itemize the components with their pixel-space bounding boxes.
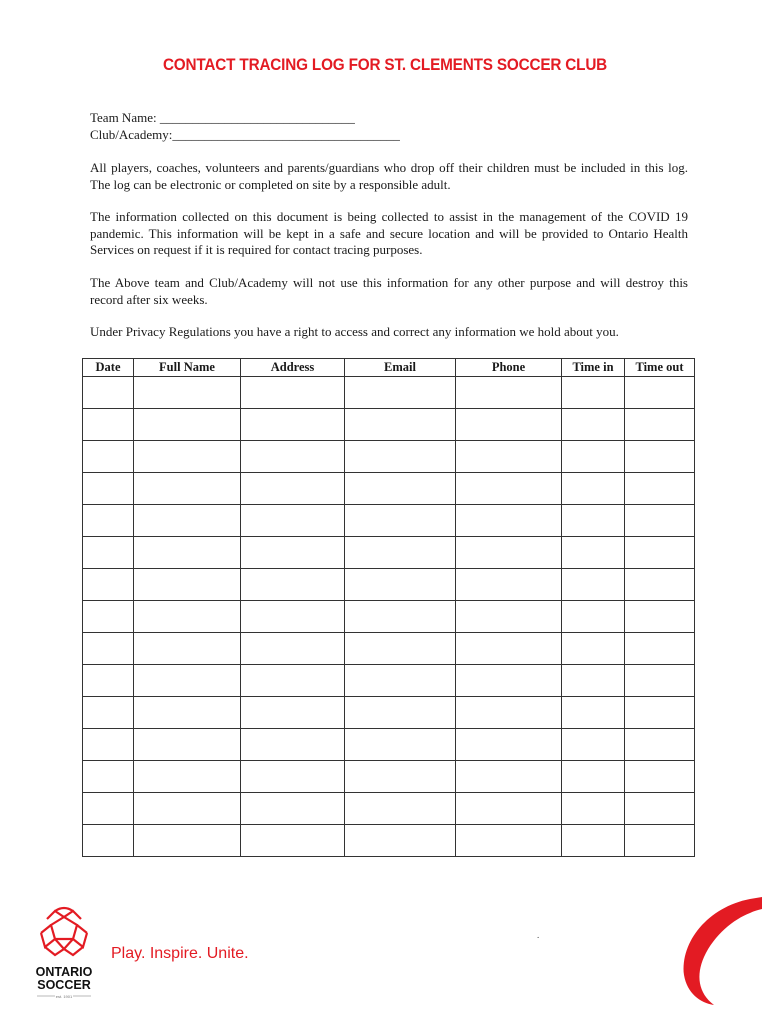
table-cell[interactable] [83, 633, 134, 665]
table-cell[interactable] [83, 441, 134, 473]
table-row [83, 633, 695, 665]
page-title: CONTACT TRACING LOG FOR ST. CLEMENTS SOCCER CLUB [162, 55, 608, 74]
table-cell[interactable] [345, 473, 456, 505]
table-cell[interactable] [241, 825, 345, 857]
table-cell[interactable] [456, 665, 562, 697]
privacy-paragraph: Under Privacy Regulations you have a right to access and correct any information we hold about you. [90, 324, 619, 339]
table-cell[interactable] [456, 377, 562, 409]
table-row [83, 377, 695, 409]
column-header-date: Date [83, 359, 134, 377]
table-cell[interactable] [345, 761, 456, 793]
table-cell[interactable] [456, 633, 562, 665]
table-cell[interactable] [134, 761, 241, 793]
table-cell[interactable] [562, 569, 625, 601]
table-cell[interactable] [625, 697, 695, 729]
table-cell[interactable] [562, 793, 625, 825]
table-cell[interactable] [83, 601, 134, 633]
table-row [83, 793, 695, 825]
table-cell[interactable] [456, 505, 562, 537]
table-cell[interactable] [241, 665, 345, 697]
table-cell[interactable] [625, 665, 695, 697]
column-header-full-name: Full Name [134, 359, 241, 377]
team-name-field[interactable]: Team Name: ______________________________ [90, 110, 355, 125]
table-cell[interactable] [134, 697, 241, 729]
table-cell[interactable] [83, 729, 134, 761]
logo-text-soccer: SOCCER [37, 978, 91, 992]
table-cell[interactable] [134, 537, 241, 569]
table-cell[interactable] [134, 441, 241, 473]
table-cell[interactable] [83, 569, 134, 601]
table-cell[interactable] [134, 825, 241, 857]
table-row [83, 825, 695, 857]
table-cell[interactable] [134, 569, 241, 601]
table-cell[interactable] [345, 729, 456, 761]
table-cell[interactable] [562, 825, 625, 857]
table-cell[interactable] [241, 569, 345, 601]
table-cell[interactable] [241, 441, 345, 473]
table-cell[interactable] [83, 665, 134, 697]
table-cell[interactable] [241, 505, 345, 537]
table-cell[interactable] [83, 793, 134, 825]
table-cell[interactable] [134, 729, 241, 761]
table-cell[interactable] [345, 441, 456, 473]
table-cell[interactable] [562, 537, 625, 569]
column-header-phone: Phone [456, 359, 562, 377]
table-row [83, 569, 695, 601]
table-cell[interactable] [456, 793, 562, 825]
table-cell[interactable] [345, 377, 456, 409]
table-cell[interactable] [345, 793, 456, 825]
table-cell[interactable] [134, 473, 241, 505]
table-cell[interactable] [134, 377, 241, 409]
table-cell[interactable] [345, 569, 456, 601]
table-row [83, 761, 695, 793]
table-cell[interactable] [625, 761, 695, 793]
table-cell[interactable] [134, 409, 241, 441]
table-cell[interactable] [562, 697, 625, 729]
table-cell[interactable] [625, 441, 695, 473]
table-cell[interactable] [562, 505, 625, 537]
table-cell[interactable] [241, 601, 345, 633]
table-cell[interactable] [83, 377, 134, 409]
table-cell[interactable] [562, 633, 625, 665]
usage-paragraph: The Above team and Club/Academy will not use this information for any other purpose and will destroy this record after six weeks. [90, 275, 688, 307]
column-header-time-in: Time in [562, 359, 625, 377]
table-cell[interactable] [625, 409, 695, 441]
table-cell[interactable] [83, 505, 134, 537]
table-cell[interactable] [83, 537, 134, 569]
table-cell[interactable] [345, 633, 456, 665]
table-cell[interactable] [456, 569, 562, 601]
table-row [83, 665, 695, 697]
table-cell[interactable] [625, 377, 695, 409]
table-cell[interactable] [625, 601, 695, 633]
table-cell[interactable] [241, 697, 345, 729]
club-academy-field[interactable]: Club/Academy:___________________________________ [90, 127, 400, 142]
table-cell[interactable] [562, 729, 625, 761]
tagline: Play. Inspire. Unite. [111, 945, 249, 962]
table-cell[interactable] [562, 761, 625, 793]
table-row [83, 505, 695, 537]
table-cell[interactable] [83, 409, 134, 441]
table-cell[interactable] [241, 473, 345, 505]
table-row [83, 441, 695, 473]
table-cell[interactable] [83, 825, 134, 857]
logo-subtext: est. 1901 [55, 994, 73, 999]
table-cell[interactable] [625, 825, 695, 857]
table-cell[interactable] [134, 633, 241, 665]
red-swoosh-graphic [678, 897, 770, 1007]
table-cell[interactable] [134, 601, 241, 633]
table-cell[interactable] [562, 441, 625, 473]
table-cell[interactable] [625, 793, 695, 825]
table-cell[interactable] [241, 409, 345, 441]
table-cell[interactable] [83, 697, 134, 729]
footer-dot: . [537, 930, 540, 940]
table-cell[interactable] [241, 793, 345, 825]
table-cell[interactable] [456, 825, 562, 857]
column-header-email: Email [345, 359, 456, 377]
table-cell[interactable] [456, 697, 562, 729]
table-cell[interactable] [345, 505, 456, 537]
table-cell[interactable] [134, 665, 241, 697]
table-header-row [83, 359, 695, 377]
table-cell[interactable] [456, 409, 562, 441]
table-cell[interactable] [625, 505, 695, 537]
table-cell[interactable] [345, 697, 456, 729]
table-cell[interactable] [562, 377, 625, 409]
intro-paragraph: All players, coaches, volunteers and parents/guardians who drop off their children must be included in this log. The log can be electronic or completed on site by a responsible adult. [90, 160, 688, 192]
table-row [83, 409, 695, 441]
ontario-soccer-logo [33, 903, 95, 1003]
table-cell[interactable] [456, 761, 562, 793]
table-cell[interactable] [562, 665, 625, 697]
table-cell[interactable] [625, 537, 695, 569]
table-cell[interactable] [241, 377, 345, 409]
table-cell[interactable] [456, 601, 562, 633]
table-cell[interactable] [562, 409, 625, 441]
table-cell[interactable] [625, 569, 695, 601]
contact-log-table [82, 358, 695, 857]
purpose-paragraph: The information collected on this document is being collected to assist in the management of the COVID 19 pandemic. This information will be kept in a safe and secure location and will be provided to Ontario Health Services on request if it is required for contact tracing purposes. [90, 209, 688, 257]
table-cell[interactable] [625, 729, 695, 761]
table-row [83, 473, 695, 505]
table-cell[interactable] [83, 761, 134, 793]
table-cell[interactable] [83, 473, 134, 505]
table-cell[interactable] [345, 409, 456, 441]
table-cell[interactable] [241, 633, 345, 665]
table-row [83, 697, 695, 729]
table-cell[interactable] [562, 601, 625, 633]
table-row [83, 537, 695, 569]
table-cell[interactable] [456, 441, 562, 473]
table-cell[interactable] [456, 473, 562, 505]
table-cell[interactable] [241, 761, 345, 793]
table-cell[interactable] [625, 473, 695, 505]
table-cell[interactable] [345, 825, 456, 857]
table-cell[interactable] [456, 729, 562, 761]
table-cell[interactable] [456, 537, 562, 569]
table-cell[interactable] [625, 633, 695, 665]
table-cell[interactable] [134, 505, 241, 537]
table-cell[interactable] [562, 473, 625, 505]
table-row [83, 601, 695, 633]
column-header-time-out: Time out [625, 359, 695, 377]
table-cell[interactable] [241, 537, 345, 569]
table-cell[interactable] [345, 537, 456, 569]
table-cell[interactable] [345, 601, 456, 633]
table-cell[interactable] [345, 665, 456, 697]
table-row [83, 729, 695, 761]
column-header-address: Address [241, 359, 345, 377]
logo-text-ontario: ONTARIO [35, 965, 93, 979]
table-cell[interactable] [134, 793, 241, 825]
table-cell[interactable] [241, 729, 345, 761]
